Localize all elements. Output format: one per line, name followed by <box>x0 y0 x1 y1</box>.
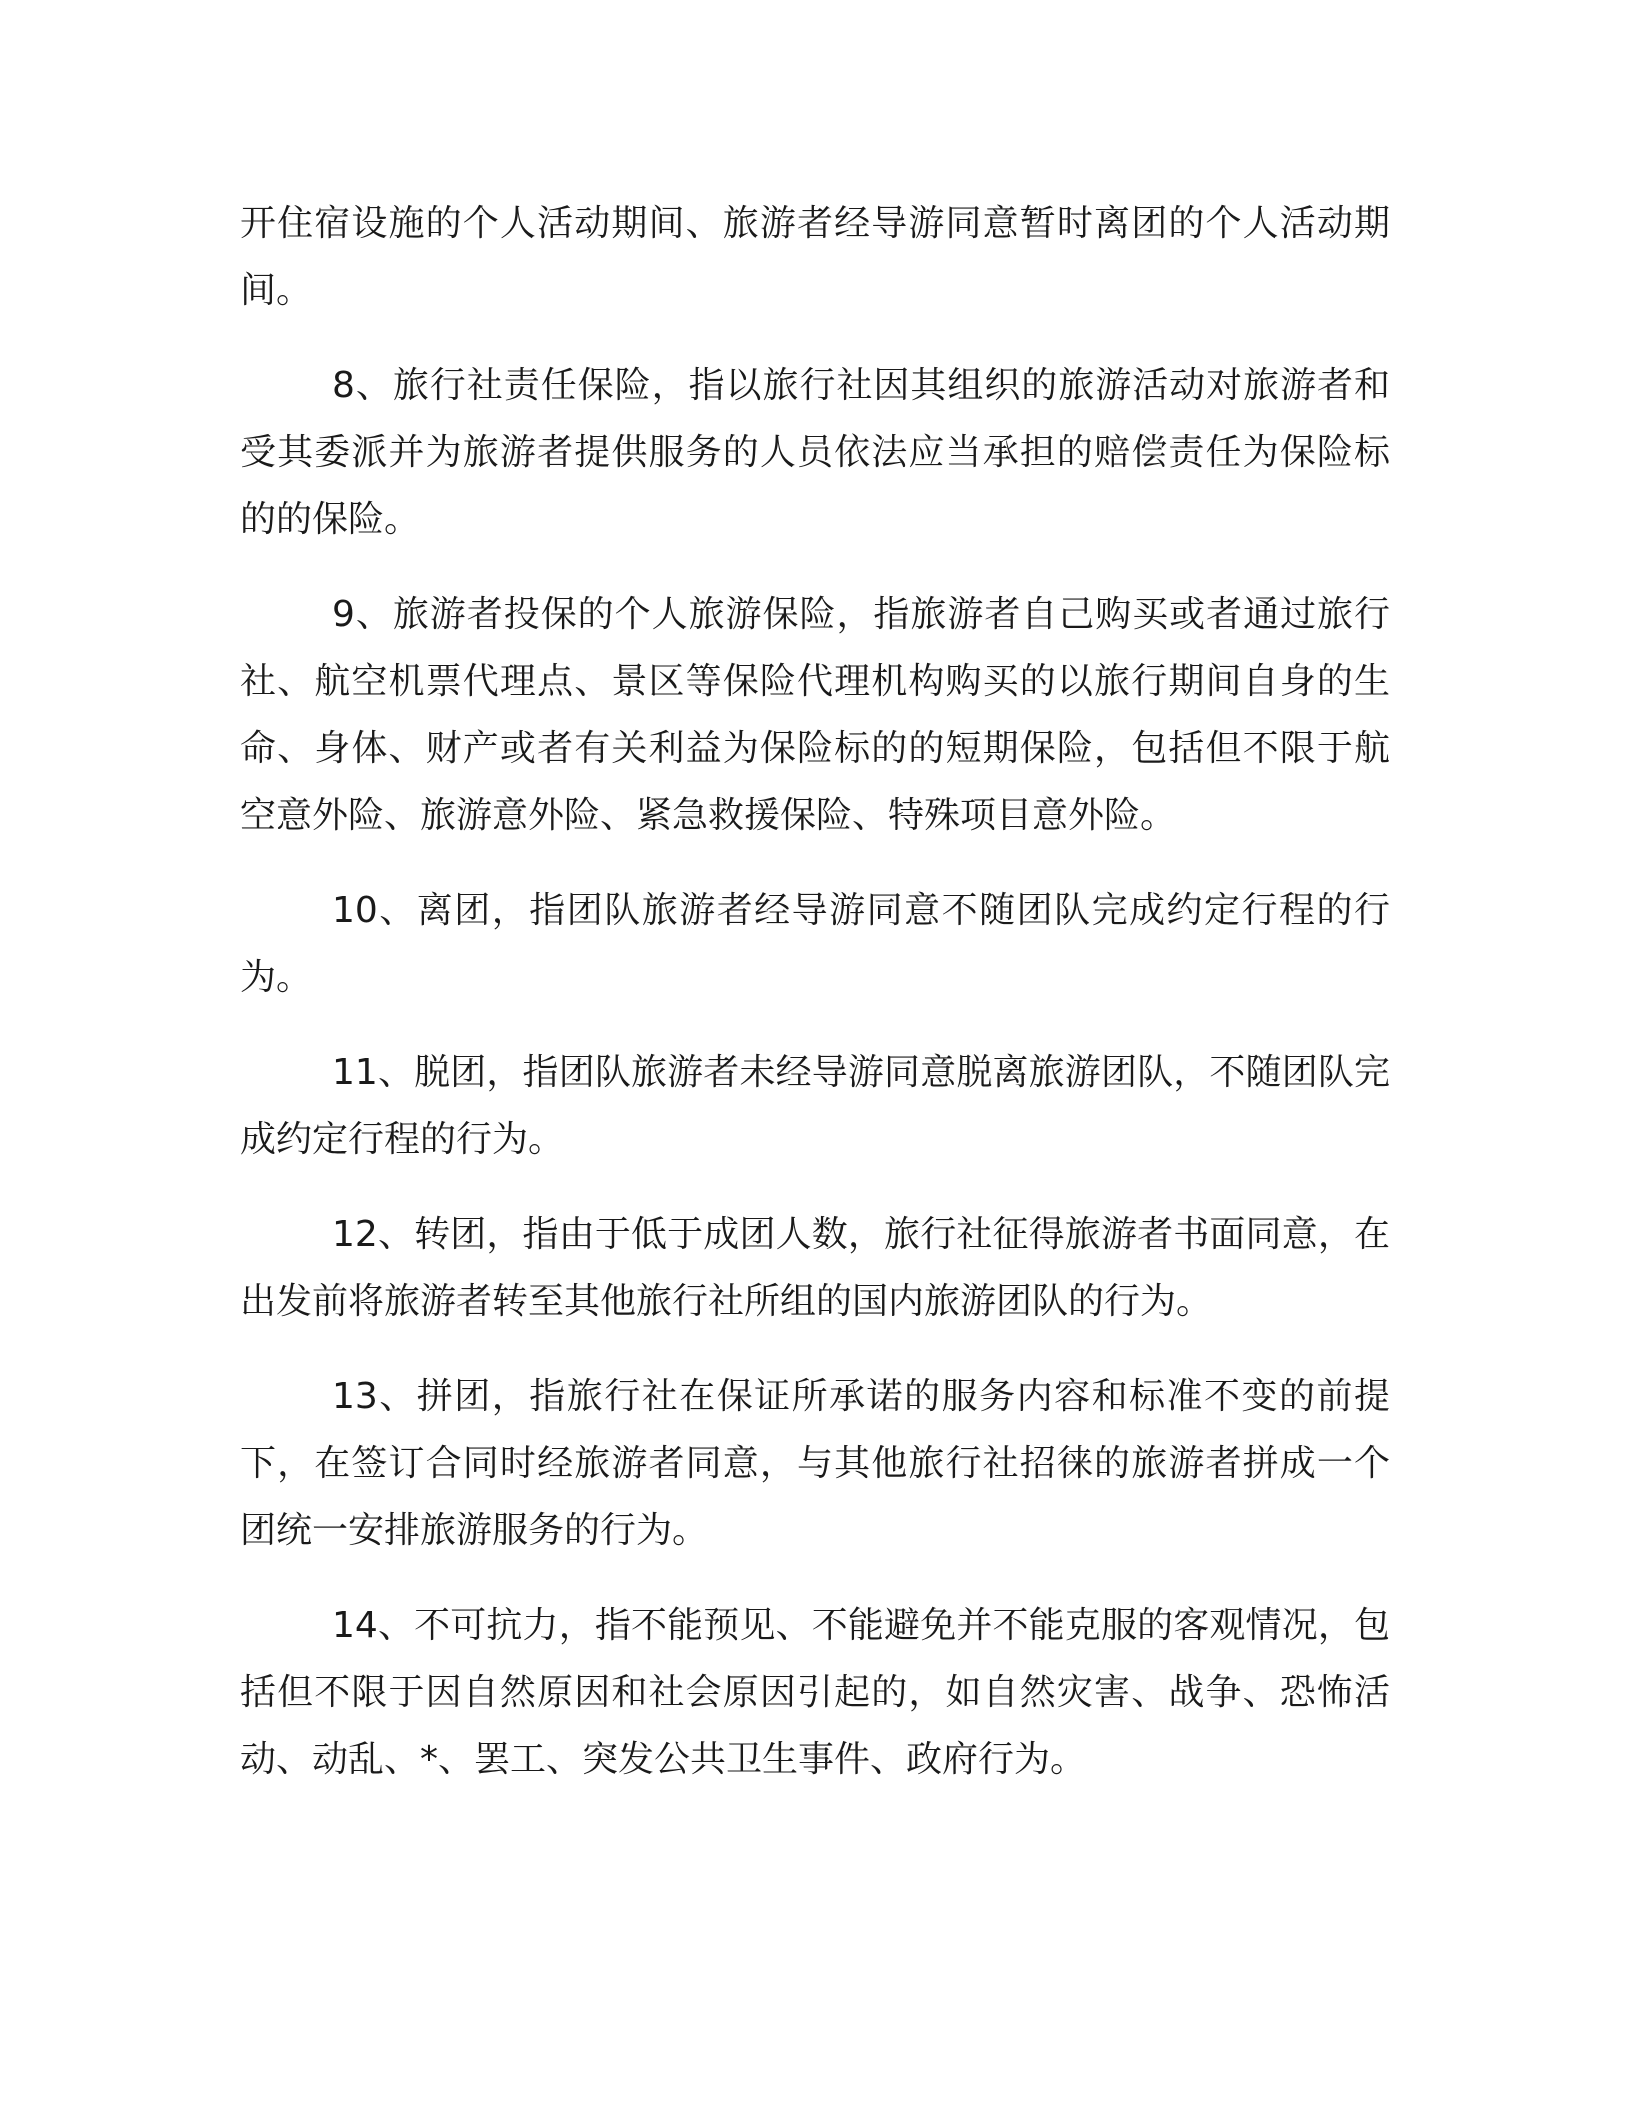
paragraph-item-14: 14、不可抗力，指不能预见、不能避免并不能克服的客观情况，包括但不限于因自然原因和社会原因引起的，如自然灾害、战争、恐怖活动、动乱、*、罢工、突发公共卫生事件、政府行为。 <box>240 1605 1390 1780</box>
paragraph-item-11: 11、脱团，指团队旅游者未经导游同意脱离旅游团队，不随团队完成约定行程的行为。 <box>240 1052 1390 1160</box>
paragraph-item-9: 9、旅游者投保的个人旅游保险，指旅游者自己购买或者通过旅行社、航空机票代理点、景区等保险代理机构购买的以旅行期间自身的生命、身体、财产或者有关利益为保险标的的短期保险，包括但不限于航空意外险、旅游意外险、紧急救援保险、特殊项目意外险。 <box>240 594 1390 836</box>
paragraph-item-10: 10、离团，指团队旅游者经导游同意不随团队完成约定行程的行为。 <box>240 890 1390 998</box>
document-body <box>240 190 1390 1821</box>
paragraph-item-12: 12、转团，指由于低于成团人数，旅行社征得旅游者书面同意，在出发前将旅游者转至其他旅行社所组的国内旅游团队的行为。 <box>240 1214 1390 1322</box>
paragraph-item-13: 13、拼团，指旅行社在保证所承诺的服务内容和标准不变的前提下，在签订合同时经旅游者同意，与其他旅行社招徕的旅游者拼成一个团统一安排旅游服务的行为。 <box>240 1376 1390 1551</box>
paragraph-continuation: 开住宿设施的个人活动期间、旅游者经导游同意暂时离团的个人活动期间。 <box>240 203 1390 311</box>
paragraph-item-8: 8、旅行社责任保险，指以旅行社因其组织的旅游活动对旅游者和受其委派并为旅游者提供服务的人员依法应当承担的赔偿责任为保险标的的保险。 <box>240 365 1390 540</box>
